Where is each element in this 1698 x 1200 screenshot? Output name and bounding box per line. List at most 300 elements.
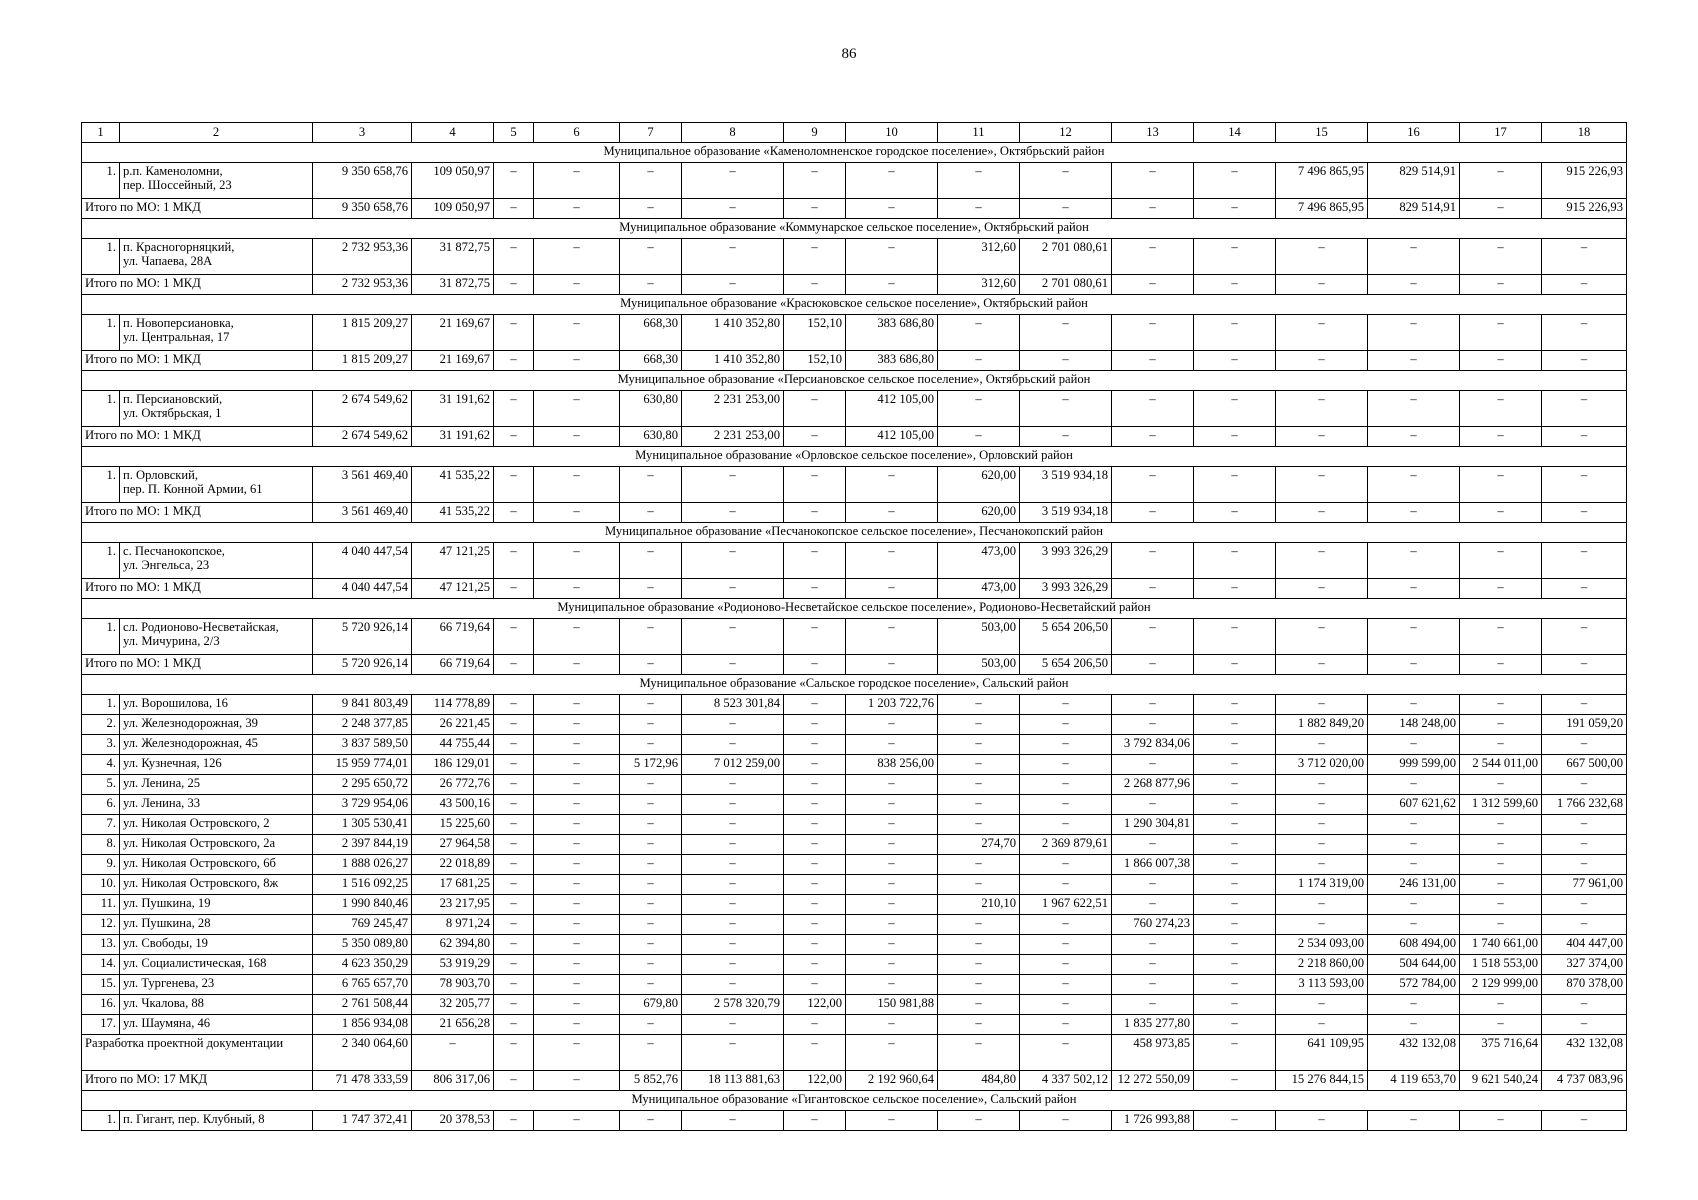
row-number: 16.	[82, 995, 120, 1015]
value-cell-col-12: 2 369 879,61	[1020, 835, 1112, 855]
value-cell-col-6: –	[534, 1111, 620, 1131]
value-cell-col-17: –	[1460, 427, 1542, 447]
value-cell-col-15: 3 712 020,00	[1276, 755, 1368, 775]
value-cell-col-8: –	[682, 199, 784, 219]
value-cell-col-17: –	[1460, 875, 1542, 895]
value-cell-col-14: –	[1194, 503, 1276, 523]
value-cell-col-3: 769 245,47	[313, 915, 412, 935]
value-cell-col-18: –	[1542, 915, 1627, 935]
value-cell-col-18: 667 500,00	[1542, 755, 1627, 775]
total-row	[82, 427, 1627, 447]
value-cell-col-12: 5 654 206,50	[1020, 619, 1112, 655]
value-cell-col-18: 1 766 232,68	[1542, 795, 1627, 815]
value-cell-col-6: –	[534, 427, 620, 447]
table-row	[82, 915, 1627, 935]
value-cell-col-18: 915 226,93	[1542, 163, 1627, 199]
value-cell-col-13: 3 792 834,06	[1112, 735, 1194, 755]
value-cell-col-16: –	[1368, 775, 1460, 795]
value-cell-col-13: –	[1112, 351, 1194, 371]
value-cell-col-13: –	[1112, 715, 1194, 735]
value-cell-col-16: –	[1368, 815, 1460, 835]
value-cell-col-3: 4 040 447,54	[313, 579, 412, 599]
value-cell-col-15: 1 174 319,00	[1276, 875, 1368, 895]
address-cell: р.п. Каменоломни, пер. Шоссейный, 23	[120, 163, 313, 199]
value-cell-col-16: 504 644,00	[1368, 955, 1460, 975]
value-cell-col-9: 122,00	[784, 995, 846, 1015]
value-cell-col-16: 4 119 653,70	[1368, 1071, 1460, 1091]
value-cell-col-17: –	[1460, 715, 1542, 735]
value-cell-col-5: –	[494, 755, 534, 775]
value-cell-col-14: –	[1194, 915, 1276, 935]
municipality-title: Муниципальное образование «Каменоломненское городское поселение», Октябрьский район	[82, 143, 1627, 163]
value-cell-col-3: 2 761 508,44	[313, 995, 412, 1015]
value-cell-col-5: –	[494, 467, 534, 503]
address-cell: сл. Родионово-Несветайская, ул. Мичурина, 2/3	[120, 619, 313, 655]
municipality-header-row	[82, 523, 1627, 543]
value-cell-col-17: –	[1460, 351, 1542, 371]
value-cell-col-15: –	[1276, 1111, 1368, 1131]
column-number-header: 3	[313, 123, 412, 143]
value-cell-col-11: –	[938, 995, 1020, 1015]
value-cell-col-11: 312,60	[938, 239, 1020, 275]
value-cell-col-13: –	[1112, 239, 1194, 275]
value-cell-col-15: –	[1276, 619, 1368, 655]
value-cell-col-8: 18 113 881,63	[682, 1071, 784, 1091]
value-cell-col-6: –	[534, 163, 620, 199]
municipality-header-row	[82, 371, 1627, 391]
value-cell-col-11: 274,70	[938, 835, 1020, 855]
row-number: 17.	[82, 1015, 120, 1035]
table-row	[82, 935, 1627, 955]
value-cell-col-6: –	[534, 915, 620, 935]
value-cell-col-7: –	[620, 199, 682, 219]
value-cell-col-6: –	[534, 619, 620, 655]
row-number: 7.	[82, 815, 120, 835]
total-row	[82, 579, 1627, 599]
value-cell-col-5: –	[494, 795, 534, 815]
table-row	[82, 619, 1627, 655]
value-cell-col-4: 17 681,25	[412, 875, 494, 895]
value-cell-col-9: –	[784, 1111, 846, 1131]
value-cell-col-7: –	[620, 835, 682, 855]
value-cell-col-3: 4 040 447,54	[313, 543, 412, 579]
value-cell-col-12: –	[1020, 955, 1112, 975]
value-cell-col-9: –	[784, 163, 846, 199]
value-cell-col-11: –	[938, 1111, 1020, 1131]
row-number: 1.	[82, 619, 120, 655]
value-cell-col-7: –	[620, 715, 682, 735]
value-cell-col-14: –	[1194, 467, 1276, 503]
value-cell-col-14: –	[1194, 935, 1276, 955]
value-cell-col-9: 152,10	[784, 315, 846, 351]
value-cell-col-15: –	[1276, 915, 1368, 935]
value-cell-col-16: –	[1368, 467, 1460, 503]
value-cell-col-14: –	[1194, 199, 1276, 219]
value-cell-col-14: –	[1194, 695, 1276, 715]
value-cell-col-18: 870 378,00	[1542, 975, 1627, 995]
value-cell-col-13: –	[1112, 755, 1194, 775]
value-cell-col-13: –	[1112, 163, 1194, 199]
value-cell-col-7: –	[620, 975, 682, 995]
value-cell-col-14: –	[1194, 1035, 1276, 1071]
value-cell-col-15: –	[1276, 855, 1368, 875]
value-cell-col-18: –	[1542, 775, 1627, 795]
value-cell-col-16: –	[1368, 1015, 1460, 1035]
value-cell-col-9: –	[784, 579, 846, 599]
value-cell-col-10: –	[846, 855, 938, 875]
value-cell-col-16: –	[1368, 619, 1460, 655]
value-cell-col-11: –	[938, 815, 1020, 835]
value-cell-col-9: –	[784, 199, 846, 219]
value-cell-col-13: –	[1112, 543, 1194, 579]
municipality-header-row	[82, 675, 1627, 695]
value-cell-col-9: –	[784, 503, 846, 523]
value-cell-col-7: –	[620, 895, 682, 915]
municipality-title: Муниципальное образование «Орловское сельское поселение», Орловский район	[82, 447, 1627, 467]
value-cell-col-7: –	[620, 1111, 682, 1131]
value-cell-col-3: 6 765 657,70	[313, 975, 412, 995]
value-cell-col-13: –	[1112, 695, 1194, 715]
value-cell-col-18: –	[1542, 895, 1627, 915]
table-row	[82, 815, 1627, 835]
value-cell-col-8: –	[682, 1015, 784, 1035]
value-cell-col-6: –	[534, 975, 620, 995]
value-cell-col-11: 312,60	[938, 275, 1020, 295]
value-cell-col-3: 9 350 658,76	[313, 199, 412, 219]
value-cell-col-11: –	[938, 775, 1020, 795]
value-cell-col-14: –	[1194, 1015, 1276, 1035]
value-cell-col-17: 1 312 599,60	[1460, 795, 1542, 815]
value-cell-col-8: –	[682, 1035, 784, 1071]
value-cell-col-16: 607 621,62	[1368, 795, 1460, 815]
value-cell-col-16: 829 514,91	[1368, 163, 1460, 199]
value-cell-col-18: –	[1542, 1015, 1627, 1035]
row-number: 1.	[82, 467, 120, 503]
value-cell-col-10: –	[846, 915, 938, 935]
address-cell: ул. Николая Островского, 8ж	[120, 875, 313, 895]
total-label: Итого по МО: 1 МКД	[82, 427, 313, 447]
value-cell-col-12: –	[1020, 975, 1112, 995]
column-number-header: 15	[1276, 123, 1368, 143]
value-cell-col-9: –	[784, 915, 846, 935]
value-cell-col-10: –	[846, 815, 938, 835]
value-cell-col-9: –	[784, 543, 846, 579]
row-number: 4.	[82, 755, 120, 775]
value-cell-col-4: 31 872,75	[412, 275, 494, 295]
value-cell-col-16: 246 131,00	[1368, 875, 1460, 895]
value-cell-col-6: –	[534, 895, 620, 915]
value-cell-col-15: 1 882 849,20	[1276, 715, 1368, 735]
value-cell-col-15: 7 496 865,95	[1276, 199, 1368, 219]
table-row	[82, 955, 1627, 975]
value-cell-col-10: –	[846, 1035, 938, 1071]
value-cell-col-9: –	[784, 427, 846, 447]
value-cell-col-17: –	[1460, 391, 1542, 427]
table-row	[82, 875, 1627, 895]
value-cell-col-9: –	[784, 655, 846, 675]
value-cell-col-5: –	[494, 163, 534, 199]
value-cell-col-7: –	[620, 503, 682, 523]
total-row	[82, 503, 1627, 523]
value-cell-col-16: –	[1368, 543, 1460, 579]
table-row	[82, 239, 1627, 275]
value-cell-col-4: 47 121,25	[412, 579, 494, 599]
value-cell-col-13: –	[1112, 199, 1194, 219]
total-row	[82, 1071, 1627, 1091]
value-cell-col-4: 32 205,77	[412, 995, 494, 1015]
value-cell-col-10: 412 105,00	[846, 427, 938, 447]
value-cell-col-6: –	[534, 715, 620, 735]
value-cell-col-13: 1 866 007,38	[1112, 855, 1194, 875]
value-cell-col-10: –	[846, 199, 938, 219]
value-cell-col-8: 2 231 253,00	[682, 427, 784, 447]
value-cell-col-9: –	[784, 619, 846, 655]
value-cell-col-4: 26 221,45	[412, 715, 494, 735]
value-cell-col-10: 1 203 722,76	[846, 695, 938, 715]
value-cell-col-4: 114 778,89	[412, 695, 494, 715]
value-cell-col-6: –	[534, 1035, 620, 1071]
address-cell: ул. Ленина, 25	[120, 775, 313, 795]
value-cell-col-5: –	[494, 239, 534, 275]
value-cell-col-6: –	[534, 855, 620, 875]
value-cell-col-6: –	[534, 775, 620, 795]
value-cell-col-17: –	[1460, 163, 1542, 199]
value-cell-col-14: –	[1194, 163, 1276, 199]
row-number: 14.	[82, 955, 120, 975]
value-cell-col-5: –	[494, 391, 534, 427]
column-number-header: 7	[620, 123, 682, 143]
address-cell: с. Песчанокопское, ул. Энгельса, 23	[120, 543, 313, 579]
value-cell-col-14: –	[1194, 815, 1276, 835]
value-cell-col-10: –	[846, 775, 938, 795]
value-cell-col-17: –	[1460, 835, 1542, 855]
value-cell-col-6: –	[534, 1015, 620, 1035]
row-number: 6.	[82, 795, 120, 815]
value-cell-col-4: 41 535,22	[412, 467, 494, 503]
value-cell-col-7: –	[620, 915, 682, 935]
value-cell-col-18: –	[1542, 619, 1627, 655]
value-cell-col-9: –	[784, 815, 846, 835]
value-cell-col-6: –	[534, 655, 620, 675]
value-cell-col-3: 1 815 209,27	[313, 351, 412, 371]
value-cell-col-4: 15 225,60	[412, 815, 494, 835]
value-cell-col-8: 8 523 301,84	[682, 695, 784, 715]
table-row	[82, 1111, 1627, 1131]
value-cell-col-17: –	[1460, 995, 1542, 1015]
value-cell-col-11: –	[938, 1015, 1020, 1035]
value-cell-col-11: –	[938, 855, 1020, 875]
value-cell-col-11: 503,00	[938, 655, 1020, 675]
value-cell-col-18: –	[1542, 579, 1627, 599]
value-cell-col-3: 2 397 844,19	[313, 835, 412, 855]
value-cell-col-10: 383 686,80	[846, 351, 938, 371]
value-cell-col-11: –	[938, 351, 1020, 371]
value-cell-col-14: –	[1194, 875, 1276, 895]
value-cell-col-16: 999 599,00	[1368, 755, 1460, 775]
value-cell-col-18: 4 737 083,96	[1542, 1071, 1627, 1091]
table-row	[82, 1015, 1627, 1035]
value-cell-col-9: –	[784, 735, 846, 755]
value-cell-col-17: –	[1460, 1111, 1542, 1131]
address-cell: ул. Шаумяна, 46	[120, 1015, 313, 1035]
total-label: Итого по МО: 1 МКД	[82, 199, 313, 219]
value-cell-col-17: –	[1460, 239, 1542, 275]
value-cell-col-15: –	[1276, 503, 1368, 523]
value-cell-col-4: –	[412, 1035, 494, 1071]
value-cell-col-6: –	[534, 351, 620, 371]
value-cell-col-18: –	[1542, 655, 1627, 675]
column-number-header: 18	[1542, 123, 1627, 143]
municipality-title: Муниципальное образование «Родионово-Несветайское сельское поселение», Родионово-Несветайский район	[82, 599, 1627, 619]
value-cell-col-10: –	[846, 715, 938, 735]
row-number: 5.	[82, 775, 120, 795]
value-cell-col-9: –	[784, 755, 846, 775]
value-cell-col-10: 412 105,00	[846, 391, 938, 427]
value-cell-col-4: 53 919,29	[412, 955, 494, 975]
row-number: 11.	[82, 895, 120, 915]
value-cell-col-8: –	[682, 875, 784, 895]
value-cell-col-3: 3 837 589,50	[313, 735, 412, 755]
row-number: 1.	[82, 695, 120, 715]
value-cell-col-15: –	[1276, 351, 1368, 371]
value-cell-col-12: –	[1020, 915, 1112, 935]
value-cell-col-15: –	[1276, 467, 1368, 503]
value-cell-col-6: –	[534, 391, 620, 427]
value-cell-col-9: –	[784, 835, 846, 855]
value-cell-col-15: 2 534 093,00	[1276, 935, 1368, 955]
value-cell-col-10: 383 686,80	[846, 315, 938, 351]
value-cell-col-16: –	[1368, 915, 1460, 935]
value-cell-col-10: 150 981,88	[846, 995, 938, 1015]
value-cell-col-12: 2 701 080,61	[1020, 239, 1112, 275]
value-cell-col-6: –	[534, 543, 620, 579]
value-cell-col-13: –	[1112, 579, 1194, 599]
value-cell-col-4: 21 656,28	[412, 1015, 494, 1035]
value-cell-col-8: –	[682, 543, 784, 579]
value-cell-col-11: –	[938, 955, 1020, 975]
value-cell-col-9: 152,10	[784, 351, 846, 371]
value-cell-col-6: –	[534, 239, 620, 275]
value-cell-col-11: –	[938, 755, 1020, 775]
value-cell-col-18: –	[1542, 1111, 1627, 1131]
value-cell-col-18: –	[1542, 275, 1627, 295]
table-row	[82, 855, 1627, 875]
value-cell-col-9: –	[784, 895, 846, 915]
address-cell: п. Красногорняцкий, ул. Чапаева, 28А	[120, 239, 313, 275]
value-cell-col-8: 2 231 253,00	[682, 391, 784, 427]
value-cell-col-18: 191 059,20	[1542, 715, 1627, 735]
row-number: 3.	[82, 735, 120, 755]
value-cell-col-12: 3 519 934,18	[1020, 467, 1112, 503]
value-cell-col-8: 1 410 352,80	[682, 351, 784, 371]
value-cell-col-18: –	[1542, 835, 1627, 855]
row-number: 13.	[82, 935, 120, 955]
value-cell-col-4: 22 018,89	[412, 855, 494, 875]
value-cell-col-16: 829 514,91	[1368, 199, 1460, 219]
value-cell-col-14: –	[1194, 315, 1276, 351]
municipality-header-row	[82, 447, 1627, 467]
total-label: Итого по МО: 1 МКД	[82, 579, 313, 599]
value-cell-col-15: –	[1276, 995, 1368, 1015]
value-cell-col-9: –	[784, 239, 846, 275]
value-cell-col-15: –	[1276, 1015, 1368, 1035]
page-number: 86	[841, 46, 857, 62]
value-cell-col-12: –	[1020, 163, 1112, 199]
address-cell: ул. Николая Островского, 2а	[120, 835, 313, 855]
value-cell-col-14: –	[1194, 795, 1276, 815]
total-row	[82, 275, 1627, 295]
value-cell-col-15: 641 109,95	[1276, 1035, 1368, 1071]
value-cell-col-7: –	[620, 775, 682, 795]
municipality-title: Муниципальное образование «Гигантовское сельское поселение», Сальский район	[82, 1091, 1627, 1111]
value-cell-col-13: –	[1112, 955, 1194, 975]
municipality-title: Муниципальное образование «Сальское городское поселение», Сальский район	[82, 675, 1627, 695]
value-cell-col-12: –	[1020, 695, 1112, 715]
value-cell-col-8: –	[682, 815, 784, 835]
value-cell-col-13: –	[1112, 503, 1194, 523]
value-cell-col-12: –	[1020, 1111, 1112, 1131]
value-cell-col-6: –	[534, 795, 620, 815]
value-cell-col-16: –	[1368, 391, 1460, 427]
value-cell-col-14: –	[1194, 975, 1276, 995]
value-cell-col-6: –	[534, 815, 620, 835]
value-cell-col-10: 838 256,00	[846, 755, 938, 775]
value-cell-col-14: –	[1194, 275, 1276, 295]
value-cell-col-12: –	[1020, 1035, 1112, 1071]
value-cell-col-7: 5 172,96	[620, 755, 682, 775]
column-number-header: 2	[120, 123, 313, 143]
value-cell-col-3: 1 747 372,41	[313, 1111, 412, 1131]
value-cell-col-12: –	[1020, 795, 1112, 815]
address-cell: п. Гигант, пер. Клубный, 8	[120, 1111, 313, 1131]
value-cell-col-10: –	[846, 467, 938, 503]
report-table	[81, 122, 1627, 1131]
total-row	[82, 199, 1627, 219]
value-cell-col-14: –	[1194, 351, 1276, 371]
total-label: Итого по МО: 1 МКД	[82, 503, 313, 523]
value-cell-col-13: 12 272 550,09	[1112, 1071, 1194, 1091]
value-cell-col-17: 9 621 540,24	[1460, 1071, 1542, 1091]
value-cell-col-15: 7 496 865,95	[1276, 163, 1368, 199]
address-cell: ул. Социалистическая, 168	[120, 955, 313, 975]
address-cell: ул. Железнодорожная, 39	[120, 715, 313, 735]
value-cell-col-10: –	[846, 543, 938, 579]
value-cell-col-16: 572 784,00	[1368, 975, 1460, 995]
value-cell-col-4: 186 129,01	[412, 755, 494, 775]
row-number: 10.	[82, 875, 120, 895]
value-cell-col-17: 1 740 661,00	[1460, 935, 1542, 955]
value-cell-col-7: 630,80	[620, 427, 682, 447]
value-cell-col-12: –	[1020, 199, 1112, 219]
value-cell-col-15: –	[1276, 695, 1368, 715]
municipality-title: Муниципальное образование «Красюковское сельское поселение», Октябрьский район	[82, 295, 1627, 315]
value-cell-col-16: –	[1368, 735, 1460, 755]
value-cell-col-11: –	[938, 1035, 1020, 1071]
value-cell-col-10: –	[846, 579, 938, 599]
value-cell-col-7: –	[620, 275, 682, 295]
municipality-header-row	[82, 295, 1627, 315]
value-cell-col-7: –	[620, 543, 682, 579]
value-cell-col-15: 2 218 860,00	[1276, 955, 1368, 975]
value-cell-col-6: –	[534, 935, 620, 955]
value-cell-col-5: –	[494, 875, 534, 895]
value-cell-col-18: 432 132,08	[1542, 1035, 1627, 1071]
value-cell-col-12: –	[1020, 715, 1112, 735]
value-cell-col-6: –	[534, 1071, 620, 1091]
value-cell-col-9: –	[784, 875, 846, 895]
value-cell-col-13: –	[1112, 391, 1194, 427]
value-cell-col-8: –	[682, 239, 784, 275]
